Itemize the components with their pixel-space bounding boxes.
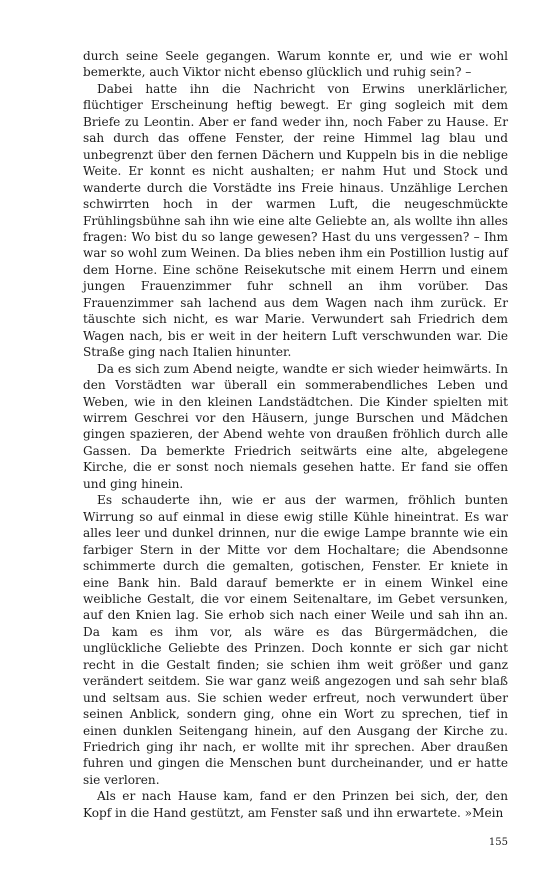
page-number: 155: [488, 837, 508, 848]
body-text: [83, 48, 508, 821]
paragraph: Dabei hatte ihn die Nachricht von Erwins unerklärlicher, flüchtiger Erscheinung heftig bewegt. Er ging sogleich mit dem Briefe zu Leontin. Aber er fand weder ihn, noch Faber zu Hause. Er sah durch das offene Fenster, der reine Himmel lag blau und unbegrenzt über den fernen Dächern und Kuppeln bis in die neblige Weite. Er konnt es nicht aushalten; er nahm Hut und Stock und wanderte durch die Vorstädte ins Freie hinaus. Unzählige Lerchen schwirrten hoch in der warmen Luft, die neugeschmückte Frühlingsbühne sah ihn wie eine alte Geliebte an, als wollte ihn alles fragen: Wo bist du so lange gewesen? Hast du uns vergessen? – Ihm war so wohl zum Weinen. Da blies neben ihm ein Postillion lustig auf dem Horne. Eine schöne Reisekutsche mit einem Herrn und einem jungen Frauenzimmer fuhr schnell an ihm vorüber. Das Frauenzimmer sah lachend aus dem Wagen nach ihm zurück. Er täuschte sich nicht, es war Marie. Verwundert sah Friedrich dem Wagen nach, bis er weit in der heitern Luft verschwunden war. Die Straße ging nach Italien hinunter.: [83, 81, 508, 360]
paragraph-continuation: durch seine Seele gegangen. Warum konnte er, und wie er wohl bemerkte, auch Viktor nicht ebenso glücklich und ruhig sein? –: [83, 49, 508, 80]
paragraph: Es schauderte ihn, wie er aus der warmen, fröhlich bunten Wirrung so auf einmal in diese ewig stille Kühle hineintrat. Es war alles leer und dunkel drinnen, nur die ewige Lampe brannte wie ein farbiger Stern in der Mitte vor dem Hochaltare; die Abendsonne schimmerte durch die gemalten, gotischen, Fenster. Er kniete in eine Bank hin. Bald darauf bemerkte er in einem Winkel eine weibliche Gestalt, die vor einem Seitenaltare, im Gebet versunken, auf den Knien lag. Sie erhob sich nach einer Weile und sah ihn an. Da kam es ihm vor, als wäre es das Bürgermädchen, die unglückliche Geliebte des Prinzen. Doch konnte er sich gar nicht recht in die Gestalt finden; sie schien ihm weit größer und ganz verändert seitdem. Sie war ganz weiß angezogen und sah sehr blaß und seltsam aus. Sie schien weder erfreut, noch verwundert über seinen Anblick, sondern ging, ohne ein Wort zu sprechen, tief in einen dunklen Seitengang hinein, auf den Ausgang der Kirche zu. Friedrich ging ihr nach, er wollte mit ihr sprechen. Aber draußen fuhren und gingen die Menschen bunt durcheinander, und er hatte sie verloren.: [83, 493, 508, 787]
paragraph: Als er nach Hause kam, fand er den Prinzen bei sich, der, den Kopf in die Hand gestützt, am Fenster saß und ihn erwartete. »Mein: [83, 789, 508, 820]
paragraph: Da es sich zum Abend neigte, wandte er sich wieder heimwärts. In den Vorstädten war überall ein sommerabendliches Leben und Weben, wie in den kleinen Landstädtchen. Die Kinder spielten mit wirrem Geschrei vor den Häusern, junge Burschen und Mädchen gingen spazieren, der Abend wehte von draußen fröhlich durch alle Gassen. Da bemerkte Friedrich seitwärts eine alte, abgelegene Kirche, die er sonst noch niemals gesehen hatte. Er fand sie offen und ging hinein.: [83, 361, 508, 491]
